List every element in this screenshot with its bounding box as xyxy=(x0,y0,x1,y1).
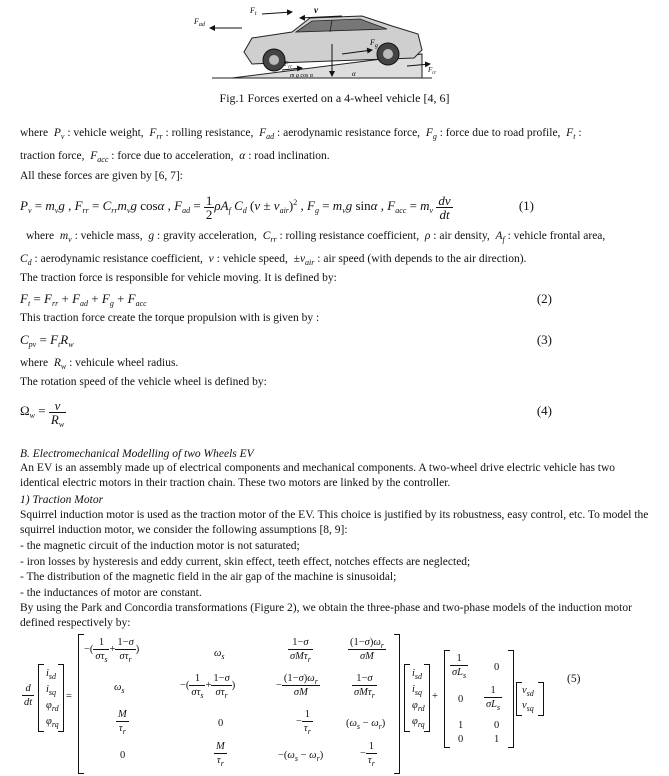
fg-label: $F_g$ xyxy=(370,38,378,49)
equation-3: $C_{pv} = F_tR_w$ (3) xyxy=(20,332,552,349)
rotation-intro: The rotation speed of the vehicle wheel is defined by: xyxy=(20,376,267,388)
where-definitions-2: where $m_v$ : vehicle mass, g : gravity acceleration, $C_{rr}$ : rolling resistance coefficient, ρ : air density, $A_f$ : vehicle frontal area, xyxy=(26,230,606,244)
frr-right-label: $F_{rr}$ xyxy=(428,66,437,76)
equation-5: $\frac{d}{dt}$ $i_{sd}$ $i_{sq}$ $\varphi_{rd}$ $\varphi_{rq}$ = −( $\frac{1}{\sigma\tau_s}$ + $\frac{1-\sigma}{\sigma\tau_r}$ ) $\omega_s$ $\frac{1-\sigma}{\sigma M\tau_r}$ $\frac{(1-\sigma)\omega_r}{\sigma M}$ $\omega_s$ −( $\frac{1}{\sigma\tau_s}$ + $\frac{1-\sigma}{\sigma\tau_r}$ ) − $\frac{(1-\sigma)\omega_r}{\sigma M}$ $\frac{1-\sigma}{\sigma M\tau_r}$ $\frac{M}{\tau_r}$ 0 − $\frac{1}{\tau_r}$ $(\omega_s - \omega_r)$ 0 $\frac{M}{\tau_r}$ $-(\omega_s - \omega_r)$ − $\frac{1}{\tau_r}$ $i_{sd}$ $i_{sq}$ $\varphi_{rd}$ $\varphi_{rq}$ + $\frac{1}{\sigma L_s}$ 0 0 $\frac{1}{\sigma L_s}$ 1 0 0 1 $v_{sd}$ $v_{sq}$ (5) xyxy=(0,632,669,776)
equation-1: $P_v = m_vg$ , $F_{rr} = C_{rr}m_vg$ cosα , $F_{ad}$ = $\frac{1}{2}$ $\rho A_f$ $C_d$ $(v \pm v_{air})^2$ , $F_g = m_vg$ sinα , $F_{acc} = m_v$ $\frac{dv}{dt}$ (1) xyxy=(20,190,652,222)
assumption-4: - the inductances of motor are constant. xyxy=(20,587,202,599)
equation-2-number: (2) xyxy=(536,291,552,306)
assumption-1: - the magnetic circuit of the induction motor is not saturated; xyxy=(20,540,300,552)
given-by-line: All these forces are given by [6, 7]: xyxy=(20,170,183,182)
where-definitions-1-cont: traction force, $F_{acc}$ : force due to acceleration, α : road inclination. xyxy=(20,150,330,164)
ft-arrow xyxy=(262,12,292,14)
figure-caption: Fig.1 Forces exerted on a 4-wheel vehicle [4, 6] xyxy=(219,91,450,105)
torque-intro: This traction force create the torque propulsion with is given by : xyxy=(20,312,320,324)
paragraph-motor: Squirrel induction motor is used as the traction motor of the EV. This choice is justified by its robustness, easy control, etc. To model the squirrel induction motor, we consider the following assumptions [8, 9]: xyxy=(20,509,649,536)
paragraph-park: By using the Park and Concordia transformations (Figure 2), we obtain the three-phase and two-phase models of the induction motor defined respectively by: xyxy=(20,602,632,629)
where-definitions-2-cont: $C_d$ : aerodynamic resistance coefficient, v : vehicle speed, $\pm v_{air}$ : air speed (with depends to the air direction). xyxy=(20,253,527,267)
assumption-2: - iron losses by hysteresis and eddy current, skin effect, teeth effect, notches effects are neglected; xyxy=(20,556,471,568)
equation-5-number: (5) xyxy=(567,673,581,685)
assumption-3: - The distribution of the magnetic field in the air gap of the machine is sinusoidal; xyxy=(20,571,397,583)
traction-responsible: The traction force is responsible for vehicle moving. It is defined by: xyxy=(20,272,337,284)
equation-2: $F_t = F_{rr} + F_{ad} + F_g + F_{acc}$ (2) xyxy=(20,291,552,308)
fad-label: $F_{ad}$ xyxy=(194,17,205,28)
paragraph-ev: An EV is an assembly made up of electrical components and mechanical components. A two-wheel drive electric vehicle has two identical electric motors in their traction chain. These two motors are linked by the controller. xyxy=(20,462,616,489)
mg-cos-label: m g cos α xyxy=(290,73,313,79)
where-definitions-3: where $R_w$ : vehicule wheel radius. xyxy=(20,357,179,371)
alpha-label: α xyxy=(352,70,356,78)
equation-4: $\Omega_w$ = $\frac{v}{R_w}$ (4) xyxy=(20,394,652,428)
where-definitions-1: where $P_v$ : vehicle weight, $F_{rr}$ : rolling resistance, $F_{ad}$ : aerodynamic resistance force, $F_g$ : force due to road profile, $F_t$ : xyxy=(20,127,582,141)
equation-3-number: (3) xyxy=(536,332,552,347)
v-label: v xyxy=(314,5,318,15)
section-b-heading: B. Electromechanical Modelling of two Wheels EV xyxy=(20,448,254,460)
ft-label: $F_t$ xyxy=(250,6,257,17)
equation-4-number: (4) xyxy=(536,403,552,418)
equation-1-number: (1) xyxy=(518,198,534,213)
frr-left-label: $F_{rr}$ xyxy=(284,60,293,70)
subsection-traction-motor: 1) Traction Motor xyxy=(20,494,104,506)
vehicle-forces-figure xyxy=(192,4,452,82)
